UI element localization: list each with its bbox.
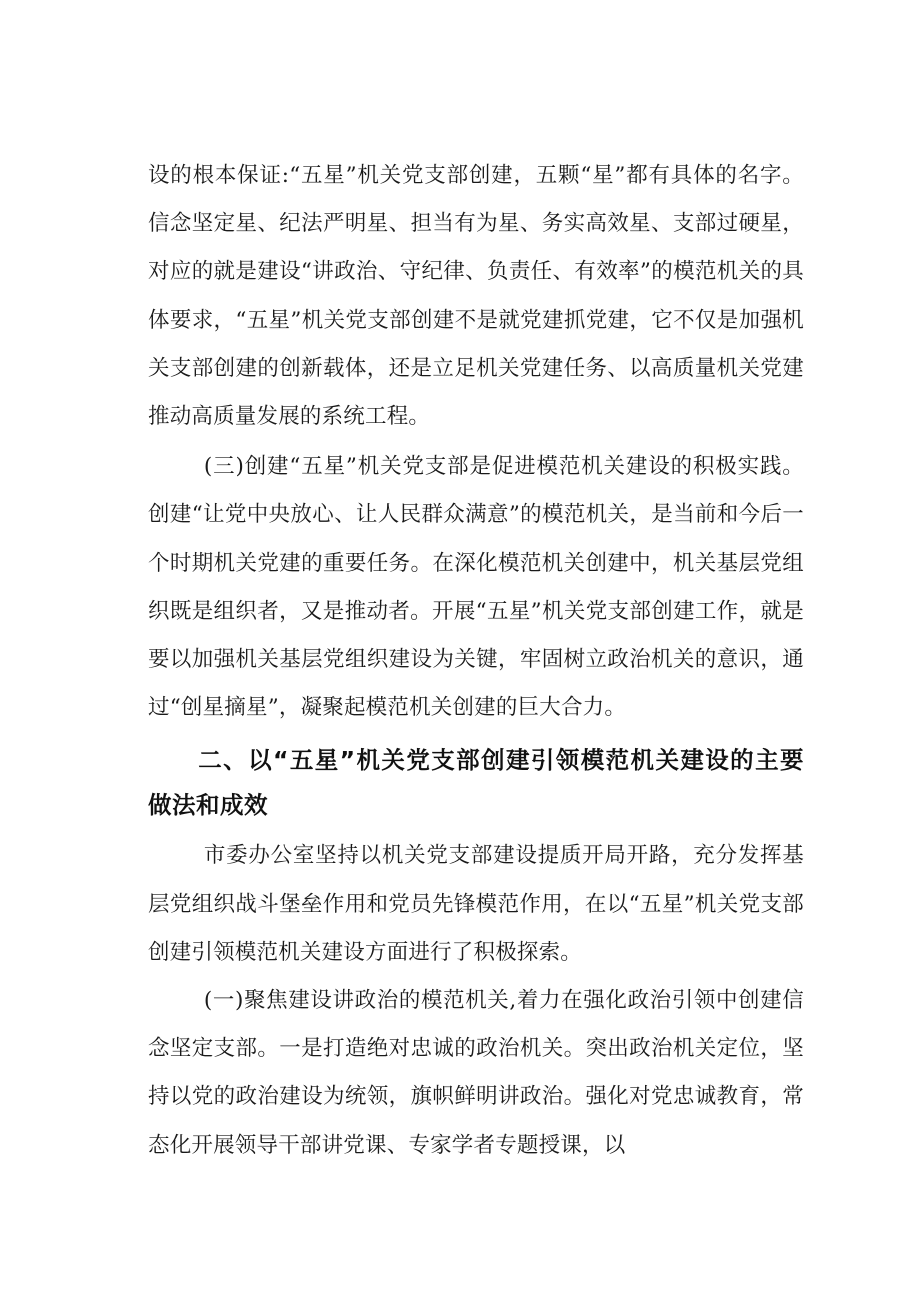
paragraph-section-three: (三)创建“五星”机关党支部是促进模范机关建设的积极实践。创建“让党中央放心、让人民群众满意”的模范机关，是当前和今后一个时期机关党建的重要任务。在深化模范机关创建中，机关基层党组织既是组织者，又是推动者。开展“五星”机关党支部创建工作，就是要以加强机关基层党组织建设为关键，牢固树立政治机关的意识，通过“创星摘星”，凝聚起模范机关创建的巨大合力。 (148, 454, 804, 721)
section-heading-text: 二、以“五星”机关党支部创建引领模范机关建设的主要做法和成效 (148, 746, 804, 820)
section-heading-two (148, 738, 804, 832)
paragraph-continuation: 设的根本保证:“五星”机关党支部创建，五颗“星”都有具体的名字。信念坚定星、纪法严明星、担当有为星、务实高效星、支部过硬星，对应的就是建设“讲政治、守纪律、负责任、有效率”的模范机关的具体要求，“五星”机关党支部创建不是就党建抓党建，它不仅是加强机关支部创建的创新载体，还是立足机关党建任务、以高质量机关党建推动高质量发展的系统工程。 (148, 163, 804, 430)
paragraph-subsection-one: (一)聚焦建设讲政治的模范机关,着力在强化政治引领中创建信念坚定支部。一是打造绝对忠诚的政治机关。突出政治机关定位，坚持以党的政治建设为统领，旗帜鲜明讲政治。强化对党忠诚教育，常态化开展领导干部讲党课、专家学者专题授课，以 (148, 988, 804, 1158)
document-page (148, 152, 804, 1170)
paragraph-intro: 市委办公室坚持以机关党支部建设提质开局开路，充分发挥基层党组织战斗堡垒作用和党员先锋模范作用，在以“五星”机关党支部创建引领模范机关建设方面进行了积极探索。 (148, 843, 804, 965)
